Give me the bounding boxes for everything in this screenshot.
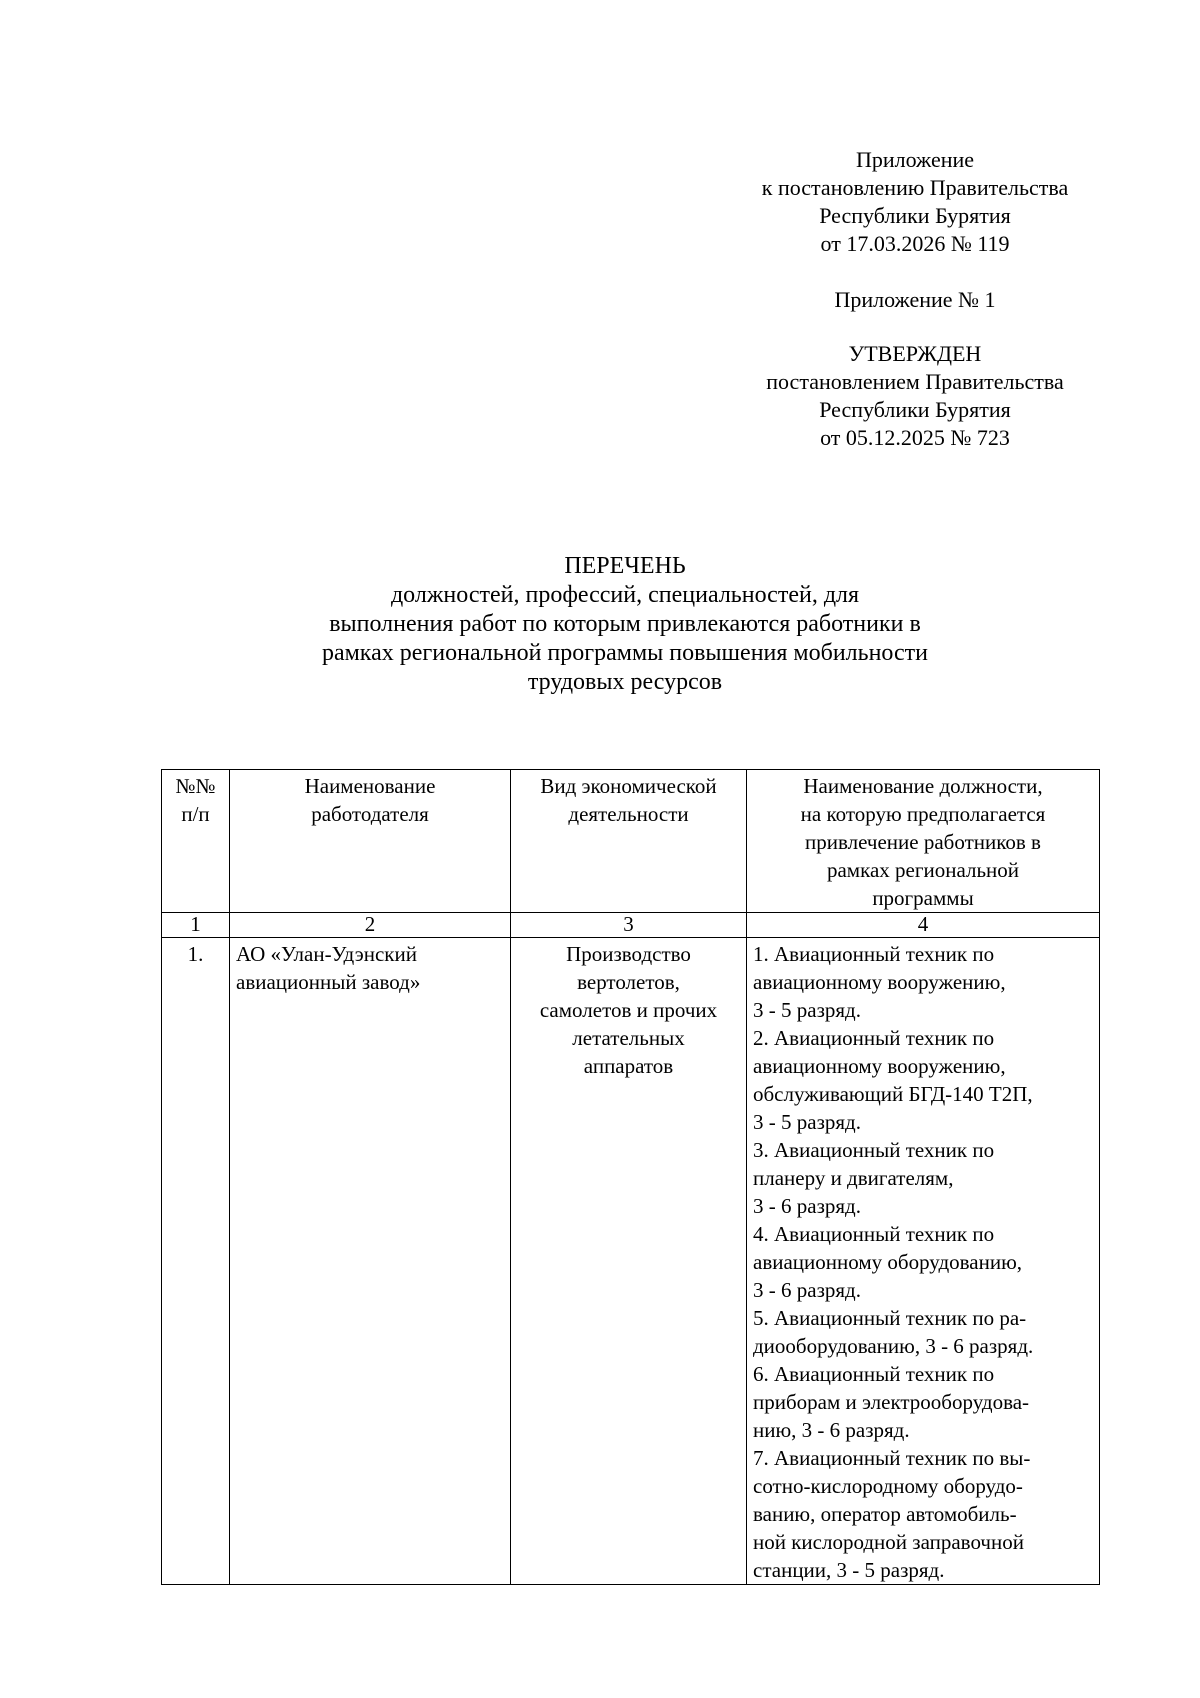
position-line: 3 - 6 разряд. <box>753 1278 861 1302</box>
position-line: 3. Авиационный техник по <box>753 1138 995 1162</box>
activity-cell <box>511 938 747 1585</box>
positions-cell <box>747 938 1100 1585</box>
appendix-line: от 17.03.2026 № 119 <box>820 231 1010 256</box>
header-line: Наименование должности, <box>803 774 1043 798</box>
position-line: 3 - 6 разряд. <box>753 1194 861 1218</box>
header-cell-activity <box>511 770 747 913</box>
column-number: 4 <box>747 913 1100 938</box>
appendix-number <box>760 286 1070 314</box>
position-line: 2. Авиационный техник по <box>753 1026 995 1050</box>
approval-line: УТВЕРЖДЕН <box>848 341 982 366</box>
title-line: ПЕРЕЧЕНЬ <box>564 553 686 579</box>
position-line: 4. Авиационный техник по <box>753 1222 995 1246</box>
position-line: 7. Авиационный техник по вы- <box>753 1446 1031 1470</box>
appendix-line: Республики Бурятия <box>819 203 1011 228</box>
title-line: выполнения работ по которым привлекаются работники в <box>329 611 921 637</box>
approval-stamp <box>750 340 1080 452</box>
position-line: ванию, оператор автомобиль- <box>753 1502 1017 1526</box>
header-line: деятельности <box>568 802 689 826</box>
activity-line: самолетов и прочих <box>539 998 718 1022</box>
activity-line: аппаратов <box>583 1054 674 1078</box>
position-line: приборам и электрооборудова- <box>753 1390 1030 1414</box>
position-line: сотно-кислородному оборудо- <box>753 1474 1023 1498</box>
appendix-line: к постановлению Правительства <box>761 175 1069 200</box>
header-line: работодателя <box>311 802 429 826</box>
column-number: 3 <box>511 913 747 938</box>
header-cell-employer <box>230 770 511 913</box>
header-line: привлечение работников в <box>805 830 1041 854</box>
position-line: 6. Авиационный техник по <box>753 1362 995 1386</box>
title-line: трудовых ресурсов <box>527 669 723 695</box>
position-line: ной кислородной заправочной <box>753 1530 1024 1554</box>
table-row <box>162 938 1100 1585</box>
positions-table <box>161 769 1100 1585</box>
position-line: авиационному вооружению, <box>753 970 1006 994</box>
header-line: Наименование <box>304 774 436 798</box>
column-number: 2 <box>230 913 511 938</box>
position-line: станции, 3 - 5 разряд. <box>753 1558 945 1582</box>
employer-line: авиационный завод» <box>236 970 421 994</box>
position-line: 5. Авиационный техник по ра- <box>753 1306 1027 1330</box>
activity-line: Производство <box>566 942 691 966</box>
position-line: 1. Авиационный техник по <box>753 942 995 966</box>
position-line: планеру и двигателям, <box>753 1166 954 1190</box>
header-line: п/п <box>181 802 210 826</box>
header-line: на которую предполагается <box>800 802 1046 826</box>
header-line: рамках региональной <box>826 858 1019 882</box>
header-line: Вид экономической <box>540 774 717 798</box>
document-title <box>150 552 1100 697</box>
position-line: 3 - 5 разряд. <box>753 1110 861 1134</box>
appendix-number-text: Приложение № 1 <box>834 287 996 312</box>
header-cell-number <box>162 770 230 913</box>
approval-line: Республики Бурятия <box>819 397 1011 422</box>
activity-line: вертолетов, <box>577 970 680 994</box>
position-line: авиационному оборудованию, <box>753 1250 1023 1274</box>
appendix-header <box>750 146 1080 258</box>
activity-line: летательных <box>572 1026 685 1050</box>
approval-line: от 05.12.2025 № 723 <box>820 425 1010 450</box>
employer-line: АО «Улан-Удэнский <box>236 942 417 966</box>
column-number-row <box>162 913 1100 938</box>
header-cell-position <box>747 770 1100 913</box>
header-line: №№ <box>175 774 216 798</box>
position-line: обслуживающий БГД-140 Т2П, <box>753 1082 1033 1106</box>
column-number: 1 <box>162 913 230 938</box>
row-number: 1. <box>162 938 230 1585</box>
title-line: рамках региональной программы повышения мобильности <box>321 640 929 666</box>
header-line: программы <box>872 886 974 910</box>
position-line: нию, 3 - 6 разряд. <box>753 1418 910 1442</box>
position-line: авиационному вооружению, <box>753 1054 1006 1078</box>
table-header-row <box>162 770 1100 913</box>
position-line: диооборудованию, 3 - 6 разряд. <box>753 1334 1034 1358</box>
appendix-line: Приложение <box>855 147 975 172</box>
title-line: должностей, профессий, специальностей, для <box>390 582 860 608</box>
employer-cell <box>230 938 511 1585</box>
approval-line: постановлением Правительства <box>766 369 1064 394</box>
position-line: 3 - 5 разряд. <box>753 998 861 1022</box>
